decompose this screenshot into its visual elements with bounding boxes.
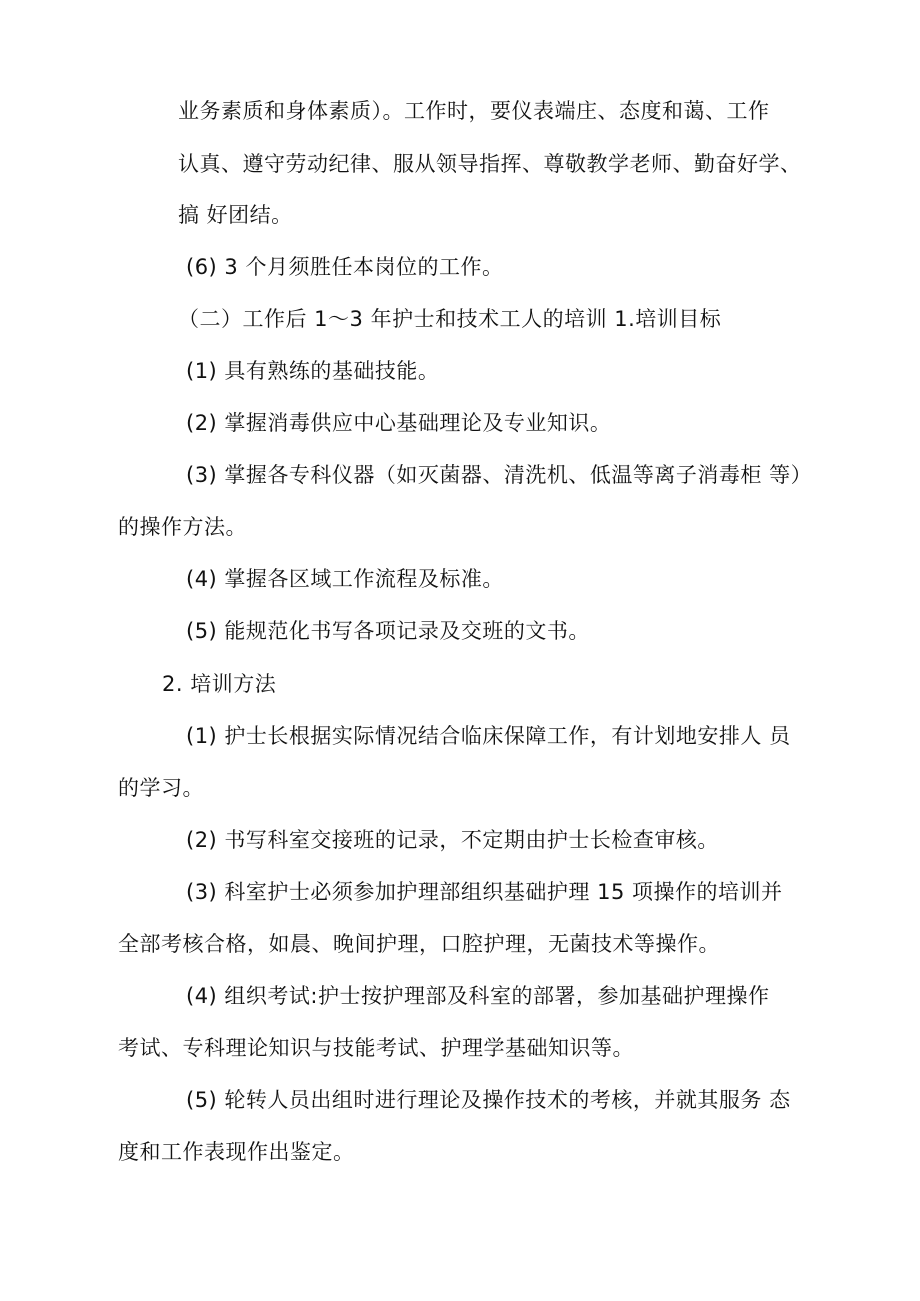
text-line-11: (5) 能规范化书写各项记录及交班的文书。 [186, 619, 590, 643]
text-line-7: (2) 掌握消毒供应中心基础理论及专业知识。 [186, 411, 612, 435]
text-line-19: 考试、专科理论知识与技能考试、护理学基础知识等。 [118, 1036, 634, 1060]
text-line-21: 度和工作表现作出鉴定。 [118, 1140, 355, 1164]
text-line-2: 认真、遵守劳动纪律、服从领导指挥、尊敬教学老师、勤奋好学、 [178, 152, 802, 176]
section-heading: （二）工作后 1～3 年护士和技术工人的培训 1.培训目标 [178, 307, 722, 331]
text-line-16: (3) 科室护士必须参加护理部组织基础护理 15 项操作的培训并 [186, 880, 783, 904]
text-line-10: (4) 掌握各区域工作流程及标准。 [186, 567, 504, 591]
text-line-20: (5) 轮转人员出组时进行理论及操作技术的考核，并就其服务 态 [186, 1088, 791, 1112]
text-line-6: (1) 具有熟练的基础技能。 [186, 359, 440, 383]
text-line-8: (3) 掌握各专科仪器（如灭菌器、清洗机、低温等离子消毒柜 等） [186, 463, 813, 487]
text-line-13: (1) 护士长根据实际情况结合临床保障工作，有计划地安排人 员 [186, 724, 791, 748]
text-line-15: (2) 书写科室交接班的记录，不定期由护士长检查审核。 [186, 828, 719, 852]
text-line-17: 全部考核合格，如晨、晚间护理，口腔护理，无菌技术等操作。 [118, 932, 720, 956]
text-line-1: 业务素质和身体素质）。工作时，要仪表端庄、态度和蔼、工作 [178, 99, 770, 123]
text-line-14: 的学习。 [118, 776, 204, 800]
text-line-3: 搞 好团结。 [178, 203, 293, 227]
subsection-heading: 2. 培训方法 [162, 672, 277, 696]
text-line-4: (6) 3 个月须胜任本岗位的工作。 [186, 255, 504, 279]
text-line-9: 的操作方法。 [118, 515, 247, 539]
text-line-18: (4) 组织考试:护士按护理部及科室的部署，参加基础护理操作 [186, 984, 770, 1008]
